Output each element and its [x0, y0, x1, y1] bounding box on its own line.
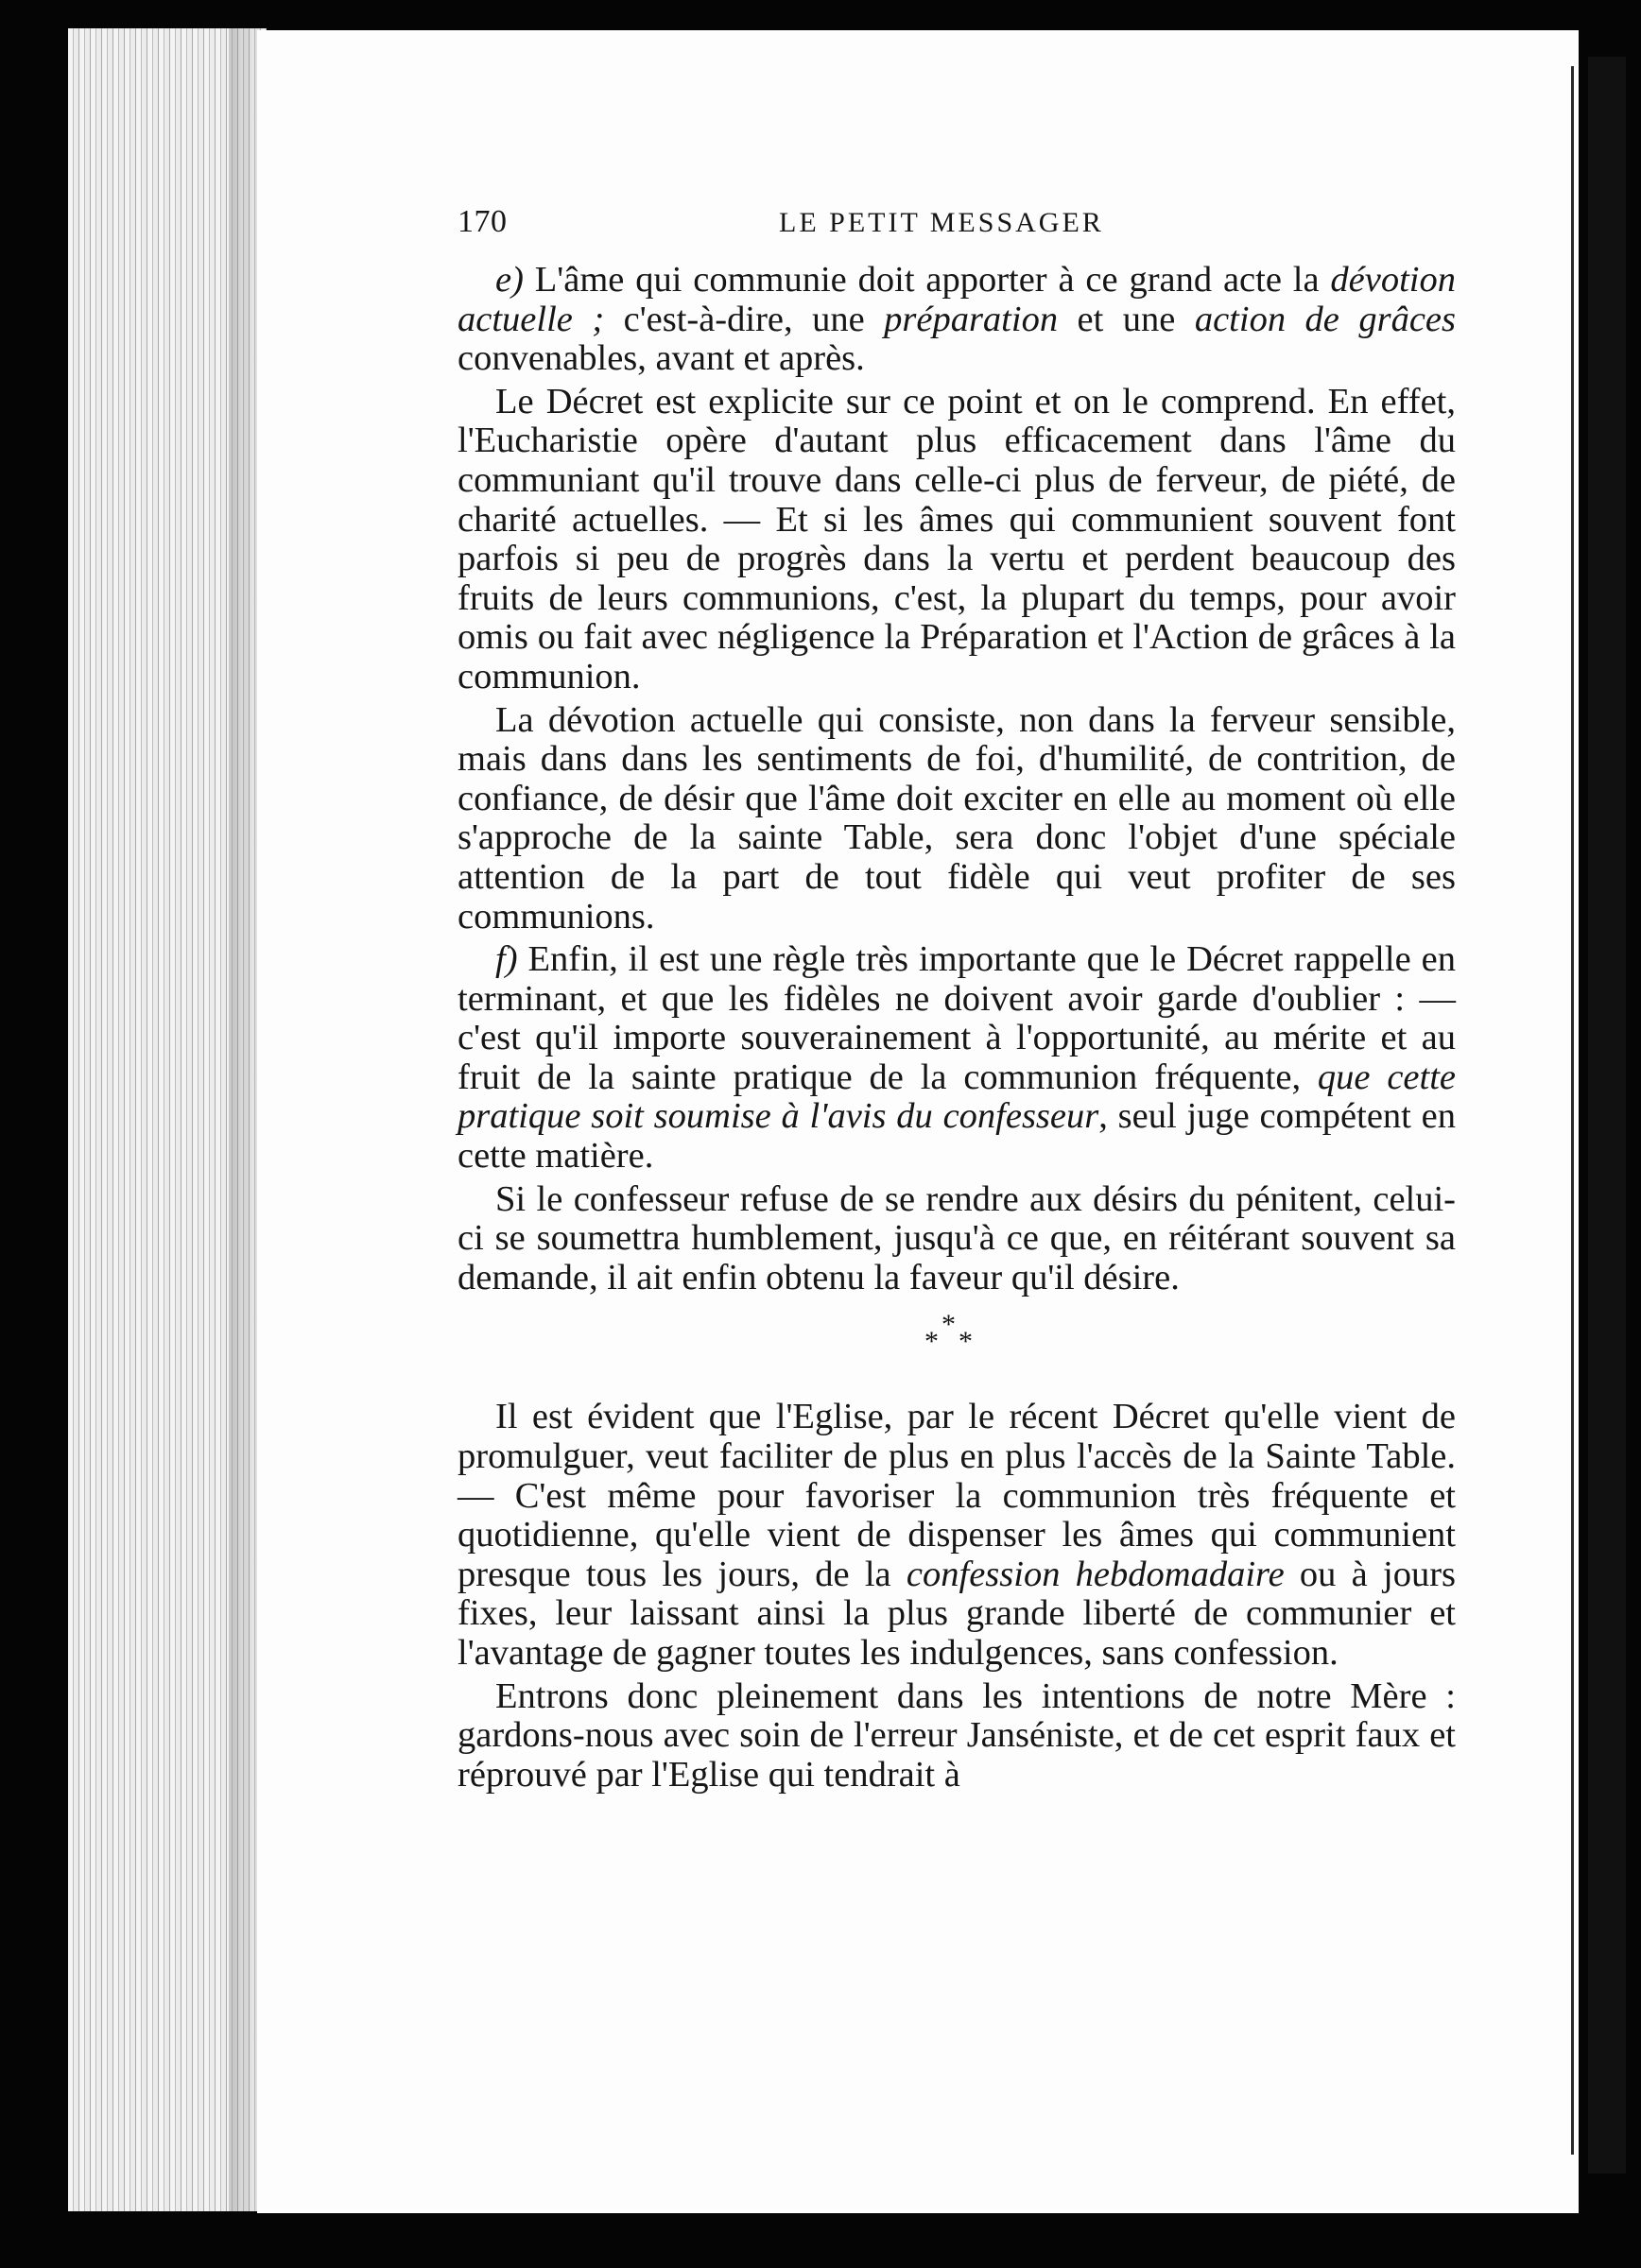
- asterisk: *: [924, 1326, 939, 1358]
- page-edges: [68, 28, 267, 2211]
- paragraph: [458, 383, 1456, 697]
- asterisk: *: [959, 1326, 973, 1358]
- italic-text: action de grâces: [1194, 299, 1456, 339]
- text-run: Il est évident que l'Eglise, par le récent Décret qu'elle vient de promulguer, veut faciliter de plus en plus l'accès de la Sainte Table. — C'est même pour favoriser la communion très fréquente et quotidienne, qu'elle vient de dispenser les âmes qui communient presque tous les jours, de la: [458, 1397, 1456, 1594]
- text-run: L'âme qui communie doit apporter à ce grand acte la: [523, 260, 1331, 300]
- italic-text: confession hebdomadaire: [906, 1554, 1285, 1594]
- book-spine-line: [1571, 66, 1574, 2155]
- page-number: 170: [458, 204, 508, 239]
- text-run: Si le confesseur refuse de se rendre aux désirs du pénitent, celui-ci se soumettra humblement, jusqu'à ce que, en réitérant souvent sa demande, il ait enfin obtenu la faveur qu'il désire.: [458, 1178, 1456, 1297]
- paragraph: [458, 261, 1456, 379]
- paragraph: [458, 940, 1456, 1177]
- asterism: [458, 1297, 1456, 1398]
- text-run: , seul juge compétent en cette matière.: [458, 1096, 1457, 1177]
- text-run: Entrons donc pleinement dans les intentions de notre Mère : gardons-nous avec soin de l'erreur Janséniste, et de cet esprit faux et réprouvé par l'Eglise qui tendrait à: [458, 1675, 1456, 1795]
- text-run: ou à jours fixes, leur laissant ainsi la plus grande liberté de communier et l'avantage de gagner toutes les indulgences, sans confession.: [458, 1554, 1456, 1673]
- running-title: LE PETIT MESSAGER: [779, 207, 1104, 238]
- paragraph: [458, 1180, 1456, 1298]
- italic-text: que cette pratique soit soumise à l'avis du confesseur: [458, 1057, 1456, 1137]
- page-content: [458, 204, 1456, 1795]
- text-run: Enfin, il est une règle très importante que le Décret rappelle en terminant, et que les fidèles ne doivent avoir garde d'oublier : — c'est qu'il importe souverainement à l'opportunité, au mérite et au fruit de la sainte pratique de la communion fréquente,: [458, 939, 1456, 1097]
- paragraph: [458, 701, 1456, 937]
- text-run: convenables, avant et après.: [458, 338, 865, 379]
- text-run: c'est-à-dire, une: [604, 299, 885, 339]
- text-run: et une: [1058, 299, 1195, 339]
- paragraph-label: e): [495, 260, 524, 300]
- italic-text: préparation: [884, 299, 1059, 339]
- asterisk: *: [941, 1309, 956, 1341]
- paragraph: [458, 1398, 1456, 1673]
- paragraph-label: f): [495, 939, 518, 980]
- paragraph: [458, 1677, 1456, 1796]
- text-run: Le Décret est explicite sur ce point et on le comprend. En effet, l'Eucharistie opère d'autant plus efficacement dans l'âme du communiant qu'il trouve dans celle-ci plus de ferveur, de piété, de charité actuelles. — Et si les âmes qui communient souvent font parfois si peu de progrès dans la vertu et perdent beaucoup des fruits de leurs communions, c'est, la plupart du temps, pour avoir omis ou fait avec négligence la Préparation et l'Action de grâces à la communion.: [458, 381, 1456, 696]
- text-run: La dévotion actuelle qui consiste, non dans la ferveur sensible, mais dans dans les sentiments de foi, d'humilité, de contrition, de confiance, de désir que l'âme doit exciter en elle au moment où elle s'approche de la sainte Table, sera donc l'objet d'une spéciale attention de la part de tout fidèle qui veut profiter de ses communions.: [458, 699, 1456, 936]
- opposite-page-edge: [1588, 57, 1626, 2174]
- italic-text: dévotion actuelle ;: [458, 260, 1456, 339]
- running-head: [458, 204, 1456, 261]
